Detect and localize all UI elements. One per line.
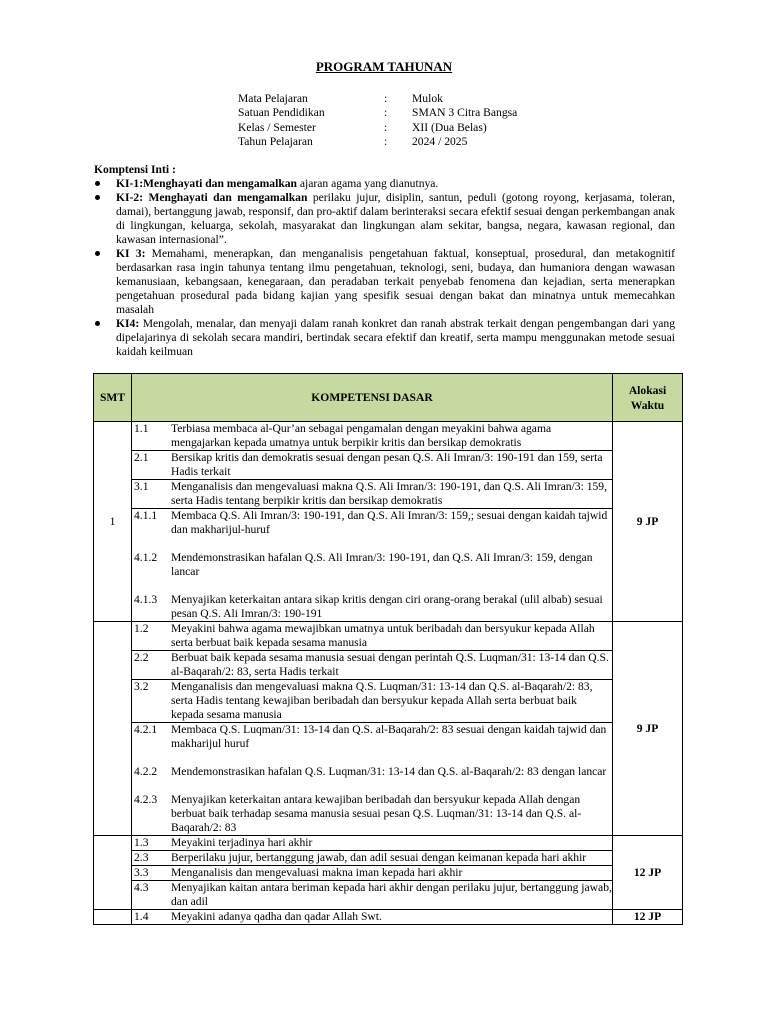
kd-cell <box>132 422 613 622</box>
kd-item <box>132 866 612 881</box>
kd-item <box>132 836 612 851</box>
meta-value: 2024 / 2025 <box>412 134 468 148</box>
kd-text: Mendemonstrasikan hafalan Q.S. Luqman/31: 13-14 dan Q.S. al-Baqarah/2: 83 dengan lancar <box>171 765 607 778</box>
ki-item <box>94 191 675 247</box>
meta-row <box>238 135 558 149</box>
kd-number: 1.3 <box>132 836 171 851</box>
meta-label: Kelas / Semester <box>238 120 316 134</box>
meta-value: Mulok <box>412 92 443 105</box>
ki-label: KI4: <box>116 317 140 330</box>
kd-item <box>132 422 612 451</box>
header-alokasi-waktu <box>613 374 683 422</box>
kd-item <box>132 451 612 480</box>
meta-label: Tahun Pelajaran <box>238 134 313 148</box>
kd-number: 4.1.3 <box>134 593 158 606</box>
kd-number: 3.3 <box>132 866 171 881</box>
kd-text: Mendemonstrasikan hafalan Q.S. Ali Imran/3: 190-191, dan Q.S. Ali Imran/3: 159, dengan lancar <box>171 551 593 578</box>
header-alokasi-text: Alokasi Waktu <box>628 383 667 412</box>
meta-row <box>238 92 558 106</box>
kd-list <box>132 836 612 909</box>
kd-text: Menganalisis dan mengevaluasi makna Q.S. Luqman/31: 13-14 dan Q.S. al-Baqarah/2: 83, serta Hadis tentang kewajiban beribadah dan bersyukur kepada Allah serta berbuat baik kepada sesama manusia <box>171 680 612 723</box>
table-row <box>94 910 683 925</box>
alokasi-cell: 9 JP <box>613 422 683 622</box>
kd-item <box>132 910 612 924</box>
kd-text: Meyakini terjadinya hari akhir <box>171 836 612 851</box>
table-row <box>94 622 683 836</box>
kd-item <box>132 723 612 766</box>
kd-list <box>132 422 612 621</box>
ki-list <box>94 177 675 359</box>
meta-row <box>238 106 558 120</box>
kd-text: Meyakini adanya qadha dan qadar Allah Swt. <box>171 910 382 923</box>
kd-number: 3.2 <box>132 680 171 723</box>
kd-text: Menyajikan keterkaitan antara sikap kritis dengan ciri orang-orang berakal (ulil albab) sesuai pesan Q.S. Ali Imran/3: 190-191 <box>171 593 603 620</box>
kd-cell <box>132 836 613 910</box>
smt-cell <box>94 836 132 910</box>
meta-label: Satuan Pendidikan <box>238 106 325 120</box>
kd-number: 1.4 <box>134 910 149 923</box>
kd-text: Bersikap kritis dan demokratis sesuai dengan pesan Q.S. Ali Imran/3: 190-191 dan 159, serta Hadis terkait <box>171 451 612 480</box>
kd-text: Menyajikan kaitan antara beriman kepada hari akhir dengan perilaku jujur, bertanggung jawab, dan adil <box>171 881 612 908</box>
kd-number: 2.1 <box>132 451 171 480</box>
kd-number: 2.2 <box>132 651 171 680</box>
kd-item <box>132 881 612 910</box>
kd-number: 4.1.2 <box>134 551 158 564</box>
kd-number: 1.2 <box>132 622 171 651</box>
ki-item <box>94 247 675 317</box>
kd-item <box>132 509 612 552</box>
alokasi-cell: 12 JP <box>613 836 683 910</box>
kd-number: 2.3 <box>132 851 171 866</box>
kd-list <box>132 622 612 835</box>
kd-text: Menganalisis dan mengevaluasi makna iman kepada hari akhir <box>171 866 612 881</box>
kd-text: Membaca Q.S. Ali Imran/3: 190-191, dan Q.S. Ali Imran/3: 159,; sesuai dengan kaidah tajwid dan makharijul-huruf <box>171 509 608 536</box>
ki-label: KI-1:Menghayati dan mengamalkan <box>116 177 298 190</box>
meta-row <box>238 121 558 135</box>
kd-number: 4.3 <box>134 881 149 894</box>
kd-item <box>132 593 612 621</box>
ki-heading: Komptensi Inti : <box>94 163 176 176</box>
meta-label: Mata Pelajaran <box>238 92 308 105</box>
kd-text: Menganalisis dan mengevaluasi makna Q.S. Ali Imran/3: 190-191, dan Q.S. Ali Imran/3: 159, serta Hadis tentang berpikir kritis dan bersikap demokratis <box>171 480 612 509</box>
kd-text: Meyakini bahwa agama mewajibkan umatnya untuk beribadah dan bersyukur kepada Allah serta berbuat baik kepada sesama manusia <box>171 622 612 651</box>
table-header-row <box>94 374 683 422</box>
kd-text: Terbiasa membaca al-Qur’an sebagai pengamalan dengan meyakini bahwa agama mengajarkan kepada umatnya untuk berpikir kritis dan bersikap demokratis <box>171 422 612 451</box>
kd-text: Menyajikan keterkaitan antara kewajiban beribadah dan bersyukur kepada Allah dengan berbuat baik terhadap sesama manusia sesuai pesan Q.S. Luqman/31: 13-14 dan Q.S. al-Baqarah/2: 83 <box>171 793 582 834</box>
kd-item <box>132 551 612 593</box>
ki-label: KI-2: Menghayati dan mengamalkan <box>116 191 308 204</box>
meta-colon: : <box>384 120 388 134</box>
table-row <box>94 422 683 622</box>
kd-number: 4.2.1 <box>134 723 158 736</box>
ki-item <box>94 177 675 191</box>
meta-value: XII (Dua Belas) <box>412 120 487 134</box>
kd-item <box>132 680 612 723</box>
kd-item <box>132 651 612 680</box>
kd-number: 1.1 <box>132 422 171 451</box>
kd-cell <box>132 910 613 925</box>
ki-text: perilaku jujur, disiplin, santun, peduli (gotong royong, kerjasama, toleran, damai), bertanggung jawab, responsif, dan pro-aktif dalam berinteraksi secara efektif sesuai dengan perkembangan anak di lingkungan, keluarga, sekolah, masyarakat dan lingkungan alam sekitar, bangsa, negara, kawasan regional, dan kawasan internasional”. <box>116 191 675 246</box>
kd-item <box>132 793 612 835</box>
meta-colon: : <box>384 134 388 148</box>
meta-colon: : <box>384 106 388 120</box>
meta-info <box>238 92 558 149</box>
kd-item <box>132 765 612 793</box>
kd-number: 3.1 <box>132 480 171 509</box>
meta-colon: : <box>384 92 388 105</box>
ki-text: Mengolah, menalar, dan menyaji dalam ranah konkret dan ranah abstrak terkait dengan pengembangan dari yang dipelajarinya di sekolah secara mandiri, bertindak secara efektif dan kreatif, serta mampu menggunakan metode sesuai kaidah keilmuan <box>116 317 675 358</box>
ki-text: ajaran agama yang dianutnya. <box>297 177 439 190</box>
smt-cell: 1 <box>94 422 132 622</box>
header-smt: SMT <box>94 374 132 422</box>
kd-number: 4.2.2 <box>134 765 158 778</box>
kd-cell <box>132 622 613 836</box>
ki-text: Memahami, menerapkan, dan menganalisis pengetahuan faktual, konseptual, prosedural, dan metakognitif berdasarkan rasa ingin tahunya tentang ilmu pengetahuan, teknologi, seni, budaya, dan humaniora dengan wawasan kemanusiaan, kebangsaan, kenegaraan, dan peradaban terkait penyebab fenomena dan kejadian, serta menerapkan pengetahuan prosedural pada bidang kajian yang spesifik sesuai dengan bakat dan minatnya untuk memecahkan masalah <box>116 247 675 316</box>
kd-number: 4.2.3 <box>134 793 158 806</box>
alokasi-cell: 9 JP <box>613 622 683 836</box>
kd-text: Berperilaku jujur, bertanggung jawab, dan adil sesuai dengan keimanan kepada hari akhir <box>171 851 612 866</box>
kd-item <box>132 851 612 866</box>
smt-cell <box>94 910 132 925</box>
kd-list <box>132 910 612 924</box>
table-row <box>94 836 683 910</box>
kd-table <box>93 373 683 925</box>
kd-text: Membaca Q.S. Luqman/31: 13-14 dan Q.S. al-Baqarah/2: 83 sesuai dengan kaidah tajwid dan makharijul huruf <box>171 723 607 750</box>
alokasi-cell: 12 JP <box>613 910 683 925</box>
ki-label: KI 3: <box>116 247 146 260</box>
kd-number: 4.1.1 <box>134 509 158 522</box>
ki-item <box>94 317 675 359</box>
smt-cell <box>94 622 132 836</box>
header-kompetensi-dasar: KOMPETENSI DASAR <box>132 374 613 422</box>
page-title: PROGRAM TAHUNAN <box>315 59 453 74</box>
meta-value: SMAN 3 Citra Bangsa <box>412 106 518 120</box>
kd-item <box>132 622 612 651</box>
kd-text: Berbuat baik kepada sesama manusia sesuai dengan perintah Q.S. Luqman/31: 13-14 dan Q.S. al-Baqarah/2: 83, serta Hadis terkait <box>171 651 612 680</box>
kd-item <box>132 480 612 509</box>
